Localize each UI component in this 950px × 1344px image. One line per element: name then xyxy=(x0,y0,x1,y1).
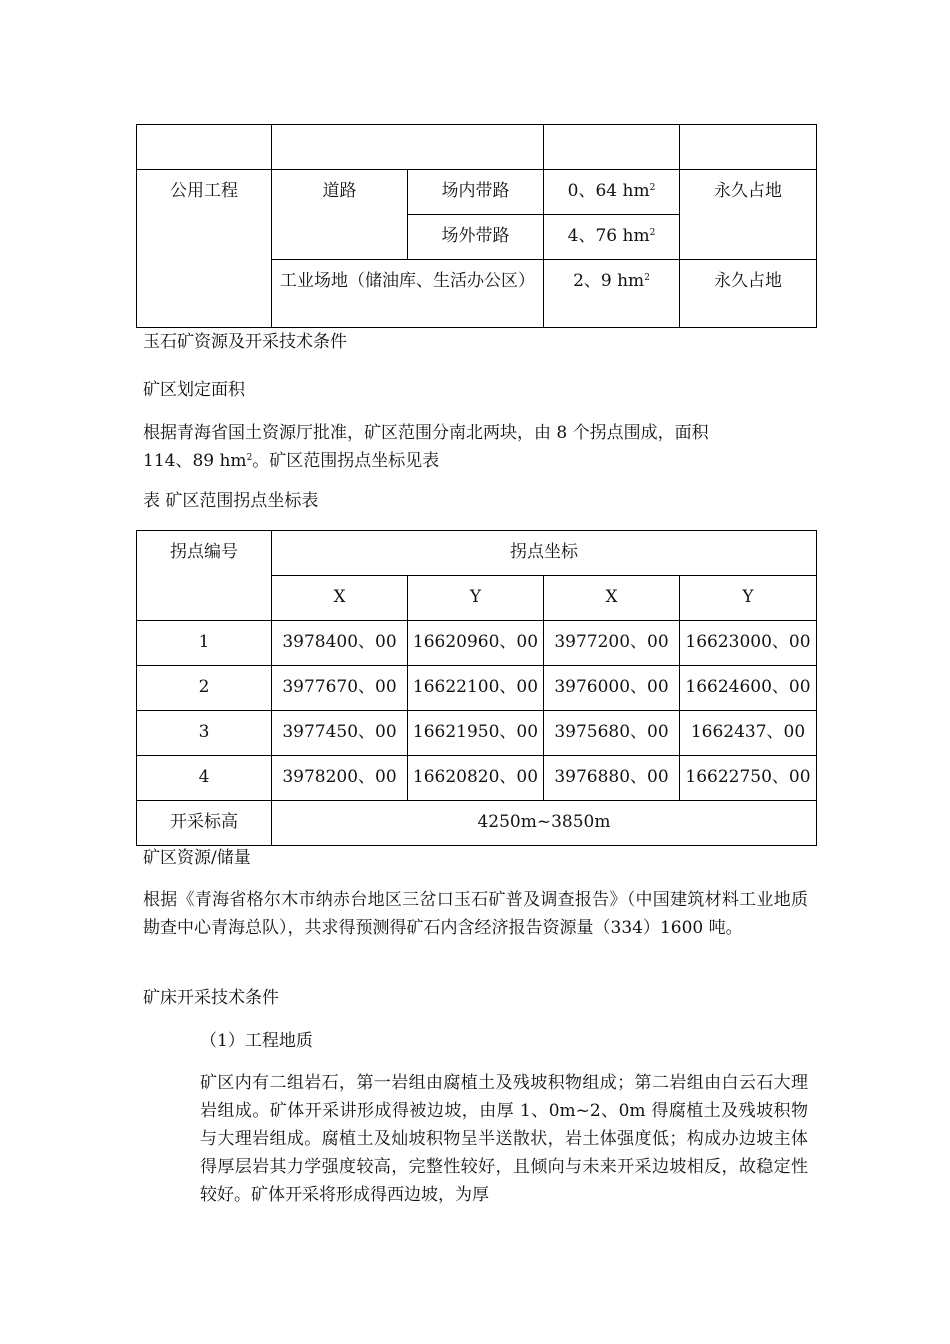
coord-y1: 16620960、00 xyxy=(408,621,544,666)
area-cell xyxy=(544,215,680,260)
heading-reserves: 矿区资源/储量 xyxy=(143,848,251,868)
table-cell xyxy=(544,125,680,170)
point-id: 3 xyxy=(137,711,272,756)
elevation-label: 开采标高 xyxy=(137,801,272,846)
coord-x2: 3977200、00 xyxy=(544,621,680,666)
area-value: 114、89 hm xyxy=(143,451,247,471)
table-header-row xyxy=(137,531,817,576)
unit-exponent: 2 xyxy=(246,453,253,463)
area-value: 4、76 hm xyxy=(567,226,650,246)
area-cell xyxy=(544,170,680,215)
coord-x1: 3978200、00 xyxy=(272,756,408,801)
coord-x1: 3977670、00 xyxy=(272,666,408,711)
coord-y1: 16620820、00 xyxy=(408,756,544,801)
paragraph-text: 。矿区范围拐点坐标见表 xyxy=(252,451,440,471)
paragraph-line xyxy=(143,447,808,475)
unit-exponent: 2 xyxy=(649,183,656,193)
sub-item-cell: 场外带路 xyxy=(408,215,544,260)
coord-y2: 16624600、00 xyxy=(680,666,817,711)
table-row xyxy=(137,125,817,170)
table-cell xyxy=(680,125,817,170)
coord-y2: 16623000、00 xyxy=(680,621,817,666)
table-row xyxy=(137,756,817,801)
area-value: 0、64 hm xyxy=(567,181,650,201)
axis-label: X xyxy=(544,576,680,621)
coord-x1: 3977450、00 xyxy=(272,711,408,756)
elevation-value: 4250m~3850m xyxy=(272,801,817,846)
item-text: 工业场地（储油库、生活办公区） xyxy=(280,271,535,291)
heading-conditions: 矿床开采技术条件 xyxy=(143,988,279,1008)
table-row xyxy=(137,666,817,711)
area-cell xyxy=(544,260,680,328)
item-cell xyxy=(272,260,544,328)
unit-exponent: 2 xyxy=(649,228,656,238)
axis-label: Y xyxy=(408,576,544,621)
table-caption: 表 矿区范围拐点坐标表 xyxy=(143,491,319,511)
table-cell xyxy=(272,125,544,170)
table-cell xyxy=(137,125,272,170)
heading-resource: 玉石矿资源及开采技术条件 xyxy=(143,332,347,352)
header-id: 拐点编号 xyxy=(137,531,272,621)
point-id: 2 xyxy=(137,666,272,711)
sub-item-cell: 场内带路 xyxy=(408,170,544,215)
paragraph-geology: 矿区内有二组岩石，第一岩组由腐植土及残坡积物组成；第二岩组由白云石大理岩组成。矿体开采讲形成得被边坡，由厚 1、0m~2、0m 得腐植土及残坡积物与大理岩组成。腐植土及灿坡积物呈半送散状，岩土体强度低；构成办边坡主体得厚层岩其力学强度较高，完整性较好，且倾向与未来开采边坡相反，故稳定性较好。矿体开采将形成得西边坡，为厚 xyxy=(200,1073,808,1205)
coord-x2: 3976880、00 xyxy=(544,756,680,801)
unit-exponent: 2 xyxy=(644,273,650,283)
table-row xyxy=(137,801,817,846)
type-cell: 永久占地 xyxy=(680,170,817,260)
coord-x1: 3978400、00 xyxy=(272,621,408,666)
point-id: 4 xyxy=(137,756,272,801)
table-row xyxy=(137,711,817,756)
item-cell: 道路 xyxy=(272,170,408,260)
paragraph-reserves: 根据《青海省格尔木市纳赤台地区三岔口玉石矿普及调查报告》（中国建筑材料工业地质勘查中心青海总队），共求得预测得矿石内含经济报告资源量（334）1600 吨。 xyxy=(143,890,808,938)
coord-y1: 16621950、00 xyxy=(408,711,544,756)
table-row xyxy=(137,621,817,666)
coord-y2: 1662437、00 xyxy=(680,711,817,756)
point-id: 1 xyxy=(137,621,272,666)
header-coord: 拐点坐标 xyxy=(272,531,817,576)
coord-y2: 16622750、00 xyxy=(680,756,817,801)
heading-geology: （1）工程地质 xyxy=(200,1031,313,1051)
heading-area: 矿区划定面积 xyxy=(143,380,245,400)
category-cell: 公用工程 xyxy=(137,170,272,328)
table-row xyxy=(137,170,817,215)
axis-label: X xyxy=(272,576,408,621)
area-value: 2、9 hm xyxy=(573,271,645,291)
coord-x2: 3976000、00 xyxy=(544,666,680,711)
type-cell: 永久占地 xyxy=(680,260,817,328)
axis-label: Y xyxy=(680,576,817,621)
paragraph-area xyxy=(143,419,808,475)
land-use-table xyxy=(136,124,817,328)
coord-y1: 16622100、00 xyxy=(408,666,544,711)
paragraph-line: 根据青海省国土资源厅批准，矿区范围分南北两块，由 8 个拐点围成，面积 xyxy=(143,423,709,443)
coordinate-table xyxy=(136,530,817,846)
coord-x2: 3975680、00 xyxy=(544,711,680,756)
